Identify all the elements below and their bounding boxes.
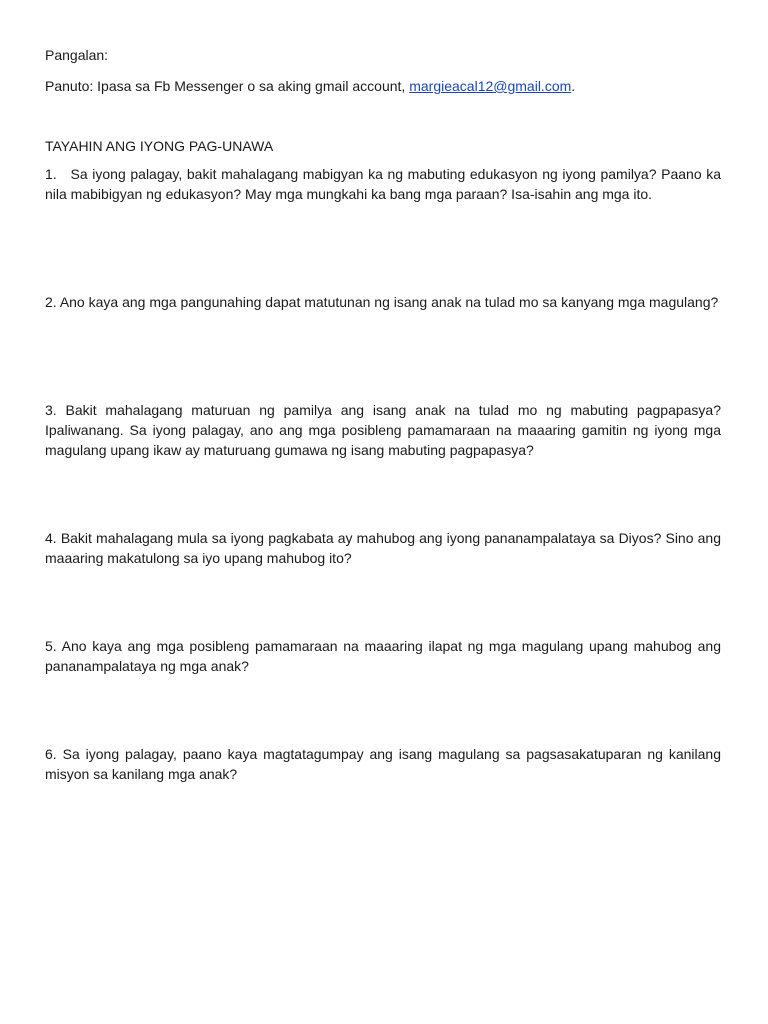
question-number: 5. xyxy=(45,638,57,654)
question-number: 1. xyxy=(45,166,57,182)
question-5 xyxy=(45,636,721,676)
question-3 xyxy=(45,400,721,460)
question-text: Sa iyong palagay, bakit mahalagang mabigyan ka ng mabuting edukasyon ng iyong pamilya? Paano ka nila mabibigyan ng edukasyon? May mga mungkahi ka bang mga paraan? Isa-isahin ang mga ito. xyxy=(45,166,722,202)
instruction-text: Panuto: Ipasa sa Fb Messenger o sa aking gmail account, xyxy=(45,78,410,94)
name-label: Pangalan: xyxy=(45,47,109,63)
question-2 xyxy=(45,292,721,312)
question-text: Sa iyong palagay, paano kaya magtatagumpay ang isang magulang sa pagsasakatuparan ng kanilang misyon sa kanilang mga anak? xyxy=(45,746,721,782)
question-number: 6. xyxy=(45,746,57,762)
question-text: Ano kaya ang mga posibleng pamamaraan na maaaring ilapat ng mga magulang upang mahubog ang pananampalataya ng mga anak? xyxy=(45,638,722,674)
question-4 xyxy=(45,528,721,568)
question-number: 2. xyxy=(45,294,57,310)
question-number: 3. xyxy=(45,402,57,418)
instruction-period: . xyxy=(571,78,576,94)
question-number: 4. xyxy=(45,530,57,546)
email-link[interactable]: margieacal12@gmail.com xyxy=(409,78,572,94)
section-title: TAYAHIN ANG IYONG PAG-UNAWA xyxy=(45,138,274,154)
question-text: Bakit mahalagang mula sa iyong pagkabata ay mahubog ang iyong pananampalataya sa Diyos? Sino ang maaaring makatulong sa iyo upang mahubog ito? xyxy=(45,530,721,566)
instruction-line xyxy=(45,76,575,96)
question-1 xyxy=(45,164,721,204)
question-6 xyxy=(45,744,721,784)
question-text: Bakit mahalagang maturuan ng pamilya ang isang anak na tulad mo ng mabuting pagpapasya? Ipaliwanang. Sa iyong palagay, ano ang mga posibleng pamamaraan na maaaring gamitin ng iyong mga magulang upang ikaw ay maturuang gumawa ng isang mabuting pagpapasya? xyxy=(45,402,721,458)
question-text: Ano kaya ang mga pangunahing dapat matutunan ng isang anak na tulad mo sa kanyang mga magulang? xyxy=(59,294,719,310)
